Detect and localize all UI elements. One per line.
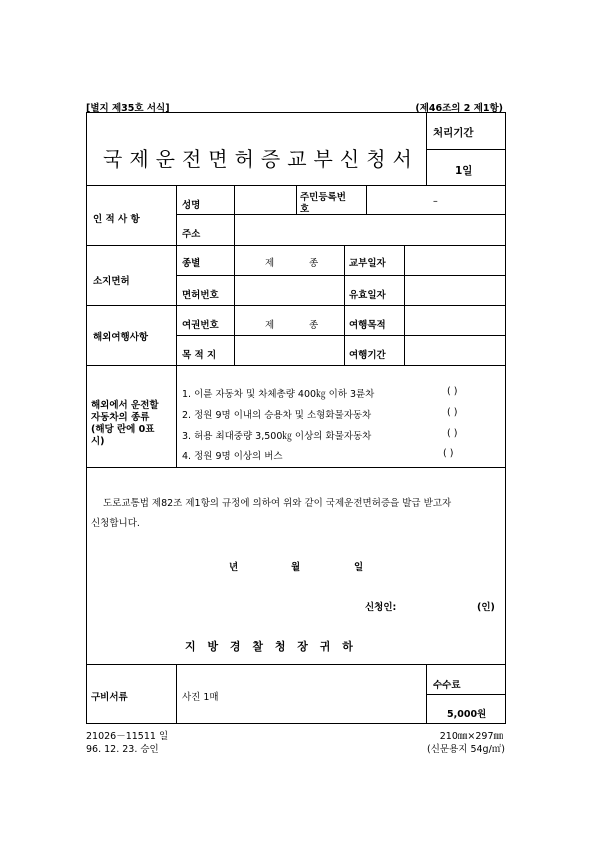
application-form — [86, 112, 506, 724]
fee-label: 수수료 — [433, 680, 461, 691]
vehicle-type-1-check[interactable]: ( ) — [447, 386, 458, 397]
statement-line-2: 신청합니다. — [91, 518, 140, 529]
vehicle-type-1: 1. 이륜 자동차 및 차체총량 400㎏ 이하 3륜차 — [182, 389, 375, 400]
form-code: 21026－11511 일 — [86, 731, 169, 742]
personal-info-section-label: 인 적 사 항 — [93, 214, 140, 225]
form-number: [별지 제35호 서식] — [86, 103, 170, 114]
vehicle-type-4: 4. 정원 9명 이상의 버스 — [182, 451, 283, 462]
destination-field[interactable] — [238, 339, 340, 361]
date-month-label: 월 — [291, 562, 301, 573]
applicant-label: 신청인: — [365, 602, 397, 613]
processing-period-value: 1일 — [455, 165, 473, 177]
name-field[interactable] — [238, 189, 294, 211]
vehicle-section-label-3: (해당 란에 0표 — [91, 424, 155, 435]
travel-purpose-field[interactable] — [408, 309, 500, 331]
address-label: 주소 — [182, 229, 201, 240]
valid-date-label: 유효일자 — [349, 290, 386, 301]
passport-suffix: 종 — [309, 320, 319, 331]
required-docs-value: 사진 1매 — [182, 692, 219, 703]
vehicle-type-3: 3. 허용 최대중량 3,500㎏ 이상의 화물자동차 — [182, 431, 372, 442]
vehicle-type-4-check[interactable]: ( ) — [443, 448, 454, 459]
article-reference: (제46조의 2 제1항) — [415, 103, 503, 114]
vehicle-type-2-check[interactable]: ( ) — [447, 407, 458, 418]
vehicle-section-label-4: 시) — [91, 436, 105, 447]
issue-date-label: 교부일자 — [349, 258, 386, 269]
valid-date-field[interactable] — [408, 279, 500, 301]
form-title: 국제운전면허증교부신청서 — [103, 147, 419, 171]
name-label: 성명 — [182, 200, 201, 211]
license-type-label: 종별 — [182, 258, 201, 269]
paper-size: 210㎜×297㎜ — [439, 731, 503, 742]
required-docs-label: 구비서류 — [91, 692, 128, 703]
passport-prefix: 제 — [265, 320, 275, 331]
issue-date-field[interactable] — [408, 249, 500, 271]
travel-period-label: 여행기간 — [349, 350, 386, 361]
travel-section-label: 해외여행사항 — [93, 332, 149, 343]
address-field[interactable] — [238, 218, 500, 251]
travel-period-field[interactable] — [408, 339, 500, 361]
seal-mark: (인) — [477, 602, 495, 613]
date-year-label: 년 — [229, 562, 239, 573]
license-number-field[interactable] — [238, 279, 340, 301]
applicant-field[interactable] — [405, 595, 473, 613]
paper-type: (신문용지 54g/㎡) — [427, 744, 505, 755]
license-type-suffix: 종 — [309, 258, 319, 269]
rrn-dash: – — [433, 196, 438, 207]
vehicle-type-3-check[interactable]: ( ) — [447, 428, 458, 439]
license-section-label: 소지면허 — [93, 276, 130, 287]
license-number-label: 면허번호 — [182, 290, 219, 301]
rrn-field[interactable] — [370, 189, 500, 211]
vehicle-section-label-1: 해외에서 운전할 — [91, 400, 159, 411]
vehicle-section-label-2: 자동차의 종류 — [91, 412, 150, 423]
passport-number-label: 여권번호 — [182, 320, 219, 331]
statement-line-1: 도로교통법 제82조 제1항의 규정에 의하여 위와 같이 국제운전면허증을 발급 받고자 — [103, 498, 452, 509]
travel-purpose-label: 여행목적 — [349, 320, 386, 331]
processing-period-label: 처리기간 — [433, 127, 474, 139]
approval-date: 96. 12. 23. 승인 — [86, 744, 159, 755]
vehicle-type-2: 2. 정원 9명 이내의 승용차 및 소형화물자동차 — [182, 410, 372, 421]
destination-label: 목 적 지 — [182, 350, 217, 361]
date-day-label: 일 — [354, 562, 364, 573]
rrn-label-line1: 주민등록번 — [300, 192, 346, 203]
addressee: 지 방 경 찰 청 장 귀 하 — [185, 640, 357, 653]
license-type-prefix: 제 — [265, 258, 275, 269]
rrn-label-line2: 호 — [300, 204, 310, 215]
fee-value: 5,000원 — [447, 709, 487, 720]
